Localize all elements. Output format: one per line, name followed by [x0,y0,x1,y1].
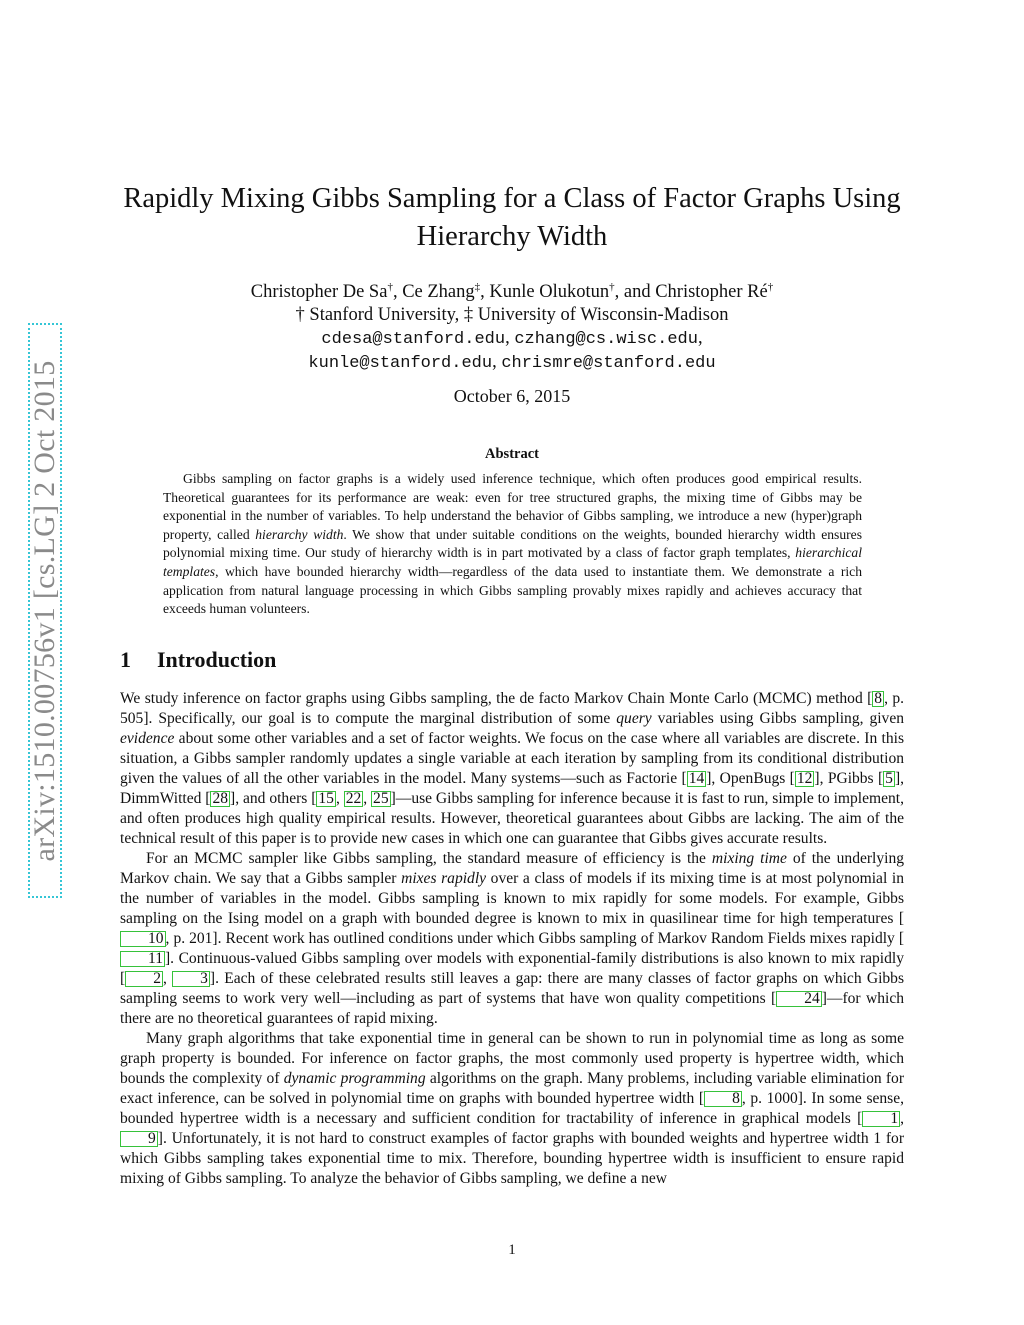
citation-link[interactable]: 1 [862,1111,900,1127]
text-run: of the underlying Markov chain. We say that a Gibbs sampler [120,850,905,887]
text-run: For an MCMC sampler like Gibbs sampling, the standard measure of efficiency is the [146,850,712,867]
abstract-heading: Abstract [485,446,539,462]
citation-link[interactable]: 15 [318,790,334,807]
author-name: Christopher De Sa [250,282,388,303]
title-line-1: Rapidly Mixing Gibbs Sampling for a Class of Factor Graphs Using [123,183,901,214]
text-run: , p. 1000]. In some sense, bounded hypertree width is a necessary and sufficient condition for tractability of inference in graphical models [ [120,1090,905,1127]
citation-link[interactable]: 12 [796,770,813,787]
author-name: , Ce Zhang [392,282,475,303]
section-heading [120,647,276,673]
text-run: ]. Each of these celebrated results still leaves a gap: there are many classes of factor graphs on which Gibbs sampling seems to work very well—including as part of systems that have won quality competitions [ [120,970,904,1007]
text-run: ], OpenBugs [ [706,770,795,787]
separator: , [505,328,515,349]
text-run: , p. 201]. Recent work has outlined conditions under which Gibbs sampling of Markov Random Fields mixes rapidly [ [165,930,904,947]
citation-link[interactable]: 2 [125,971,163,987]
author-names [110,276,914,304]
citation-link[interactable]: 25 [373,790,389,807]
citation-link[interactable]: 3 [172,971,210,987]
citation-link[interactable]: 28 [212,790,229,807]
text-run: ], and others [ [230,790,317,807]
citation-link[interactable]: 9 [120,1131,158,1147]
emphasis: mixing time [711,850,787,867]
abstract-emphasis: hierarchy width [255,526,344,542]
emphasis: evidence [120,730,175,747]
email-line-1 [110,327,914,351]
abstract-text [163,470,862,619]
text-run: ]—for which there are no theoretical guarantees of rapid mixing. [120,990,905,1027]
arxiv-side-stamp [28,323,62,898]
paragraph-2: For an MCMC sampler like Gibbs sampling, the standard measure of efficiency is the mixing time of the underlying Markov chain. We say that a Gibbs sampler mixes rapidly over a class of models if its mixing time is at most polynomial in the number of variables in the model. Gibbs sampling is known to mix rapidly for some models. For example, Gibbs sampling on the Ising model on a graph with bounded degree is known to mix in quasilinear time for high temperatures [10 , p. 201]. Recent work has outlined conditions under which Gibbs sampling of Markov Random Fields mixes rapidly [11 ]. Continuous-valued Gibbs sampling over models with exponential-family distributions is also known to mix rapidly [ 2 , 3 ]. Each of these celebrated results still leaves a gap: there are many classes of factor graphs on which Gibbs sampling seems to work very well—including as part of systems that have won quality competitions [ 24 ]—for which there are no theoretical guarantees of rapid mixing. [120,850,905,1027]
section-number: 1 [120,647,131,672]
separator: , [492,352,502,373]
paper-title [110,180,914,256]
email-link[interactable]: chrismre@stanford.edu [501,354,716,374]
text-run: ], DimmWitted [ [120,770,905,807]
emphasis: query [616,710,652,727]
email-link[interactable]: czhang@cs.wisc.edu [514,330,698,350]
text-run: over a class of models if its mixing time is at most polynomial in the number of variables in the model. Gibbs sampling is known to mix rapidly for some models. For example, Gibbs sampling on the Ising model on a graph with bounded degree is known to mix in quasilinear time for high temperatures [ [120,870,904,927]
affiliations: † Stanford University, ‡ University of Wisconsin-Madison [295,305,729,326]
text-run: , p. 505]. Specifically, our goal is to compute the marginal distribution of some [120,690,904,727]
text-run: Many graph algorithms that take exponential time in general can be shown to run in polynomial time as long as some graph property is bounded. For inference on factor graphs, the most commonly used property is hypertree width, which bounds the complexity of [120,1030,904,1087]
text-run: ]. Continuous-valued Gibbs sampling over models with exponential-family distributions is also known to mix rapidly [ [120,950,904,987]
text-run: about some other variables and a set of factor weights. We focus on the case where all variables are discrete. In this situation, a Gibbs sampler randomly updates a single variable at each iteration by sampling from its conditional distribution given the values of all the other variables in the model. Many systems—such as Factorie [ [120,730,904,787]
text-run: We study inference on factor graphs using Gibbs sampling, the de facto Markov Chain Monte Carlo (MCMC) method [ [120,690,873,707]
separator: , [697,328,703,349]
section-title: Introduction [157,647,277,672]
text-run: algorithms on the graph. Many problems, including variable elimination for exact inference, can be solved in polynomial time on graphs with bounded hypertree width [ [120,1070,904,1107]
body-text [120,689,904,1189]
email-link[interactable]: kunle@stanford.edu [308,354,493,374]
abstract-text-run: , which have bounded hierarchy width—regardless of the data used to instantiate them. We demonstrate a rich application from natural language processing in which Gibbs sampling provably mixes rapidly and achieves accuracy that exceeds human volunteers. [163,563,862,617]
author-block [110,276,914,375]
affiliation-mark: ‡ [474,281,481,293]
text-run: ]. Unfortunately, it is not hard to construct examples of factor graphs with bounded weights and hypertree width 1 for which Gibbs sampling takes exponential time to mix. Therefore, bounding hypertree width is insufficient to ensure rapid mixing of Gibbs sampling. To analyze the behavior of Gibbs sampling, we define a new [120,1130,904,1187]
citation-link[interactable]: 22 [345,790,362,807]
text-run: ], PGibbs [ [814,770,884,787]
email-line-2 [110,351,914,375]
affiliation-mark: † [609,281,615,293]
paper-date: October 6, 2015 [453,386,571,406]
citation-link[interactable]: 10 [120,931,166,947]
emphasis: mixes rapidly [401,870,487,887]
text-run: variables using Gibbs sampling, given [651,710,905,727]
citation-link[interactable]: 14 [688,770,705,787]
email-link[interactable]: cdesa@stanford.edu [321,330,506,350]
affiliation-mark: † [387,281,393,293]
abstract-text-run: Gibbs sampling on factor graphs is a widely used inference technique, which often produces good empirical results. Theoretical guarantees for its performance are weak: even for tree structured graphs, the mixing time of Gibbs may be exponential in the number of variables. To help understand the behavior of Gibbs sampling, we introduce a new (hyper)graph property, called [163,471,862,542]
citation-link[interactable]: 11 [120,951,165,967]
arxiv-identifier: arXiv:1510.00756v1 [cs.LG] 2 Oct 2015 [28,359,61,862]
citation-link[interactable]: 8 [704,1091,742,1107]
title-line-2: Hierarchy Width [416,221,608,252]
citation-link[interactable]: 5 [885,770,893,787]
paragraph-3: Many graph algorithms that take exponential time in general can be shown to run in polynomial time as long as some graph property is bounded. For inference on factor graphs, the most commonly used property is hypertree width, which bounds the complexity of dynamic programming algorithms on the graph. Many problems, including variable elimination for exact inference, can be solved in polynomial time on graphs with bounded hypertree width [ 8 , p. 1000]. In some sense, bounded hypertree width is a necessary and sufficient condition for tractability of inference in graphical models [ 1 , 9 ]. Unfortunately, it is not hard to construct examples of factor graphs with bounded weights and hypertree width 1 for which Gibbs sampling takes exponential time to mix. Therefore, bounding hypertree width is insufficient to ensure rapid mixing of Gibbs sampling. To analyze the behavior of Gibbs sampling, we define a new [120,1030,905,1187]
citation-link[interactable]: 24 [776,991,822,1007]
affiliation-mark: † [767,281,774,293]
text-run: ]—use Gibbs sampling for inference because it is fast to run, simple to implement, and often produces high quality empirical results. However, theoretical guarantees about Gibbs are lacking. The aim of the technical result of this paper is to provide new cases in which one can guarantee that Gibbs gives accurate results. [120,790,904,847]
author-name: , and Christopher Ré [614,282,768,303]
citation-link[interactable]: 8 [874,690,883,707]
page-number: 1 [508,1242,516,1258]
author-name: , Kunle Olukotun [480,282,610,303]
emphasis: dynamic programming [283,1070,426,1087]
paragraph-1: We study inference on factor graphs using Gibbs sampling, the de facto Markov Chain Monte Carlo (MCMC) method [ 8 , p. 505]. Specifically, our goal is to compute the marginal distribution of some query variables using Gibbs sampling, given evidence about some other variables and a set of factor weights. We focus on the case where all variables are discrete. In this situation, a Gibbs sampler randomly updates a single variable at each iteration by sampling from its conditional distribution given the values of all the other variables in the model. Many systems—such as Factorie [ 14 ], OpenBugs [ 12 ], PGibbs [ 5 ], DimmWitted [ 28 ], and others [ 15 , 22 , 25 ]—use Gibbs sampling for inference because it is fast to run, simple to implement, and often produces high quality empirical results. However, theoretical guarantees about Gibbs are lacking. The aim of the technical result of this paper is to provide new cases in which one can guarantee that Gibbs gives accurate results. [120,690,905,847]
abstract-emphasis: hierarchical templates [163,545,862,579]
abstract-text-run: . We show that under suitable conditions on the weights, bounded hierarchy width ensures polynomial mixing time. Our study of hierarchy width is in part motivated by a class of factor graph templates, [163,526,862,561]
